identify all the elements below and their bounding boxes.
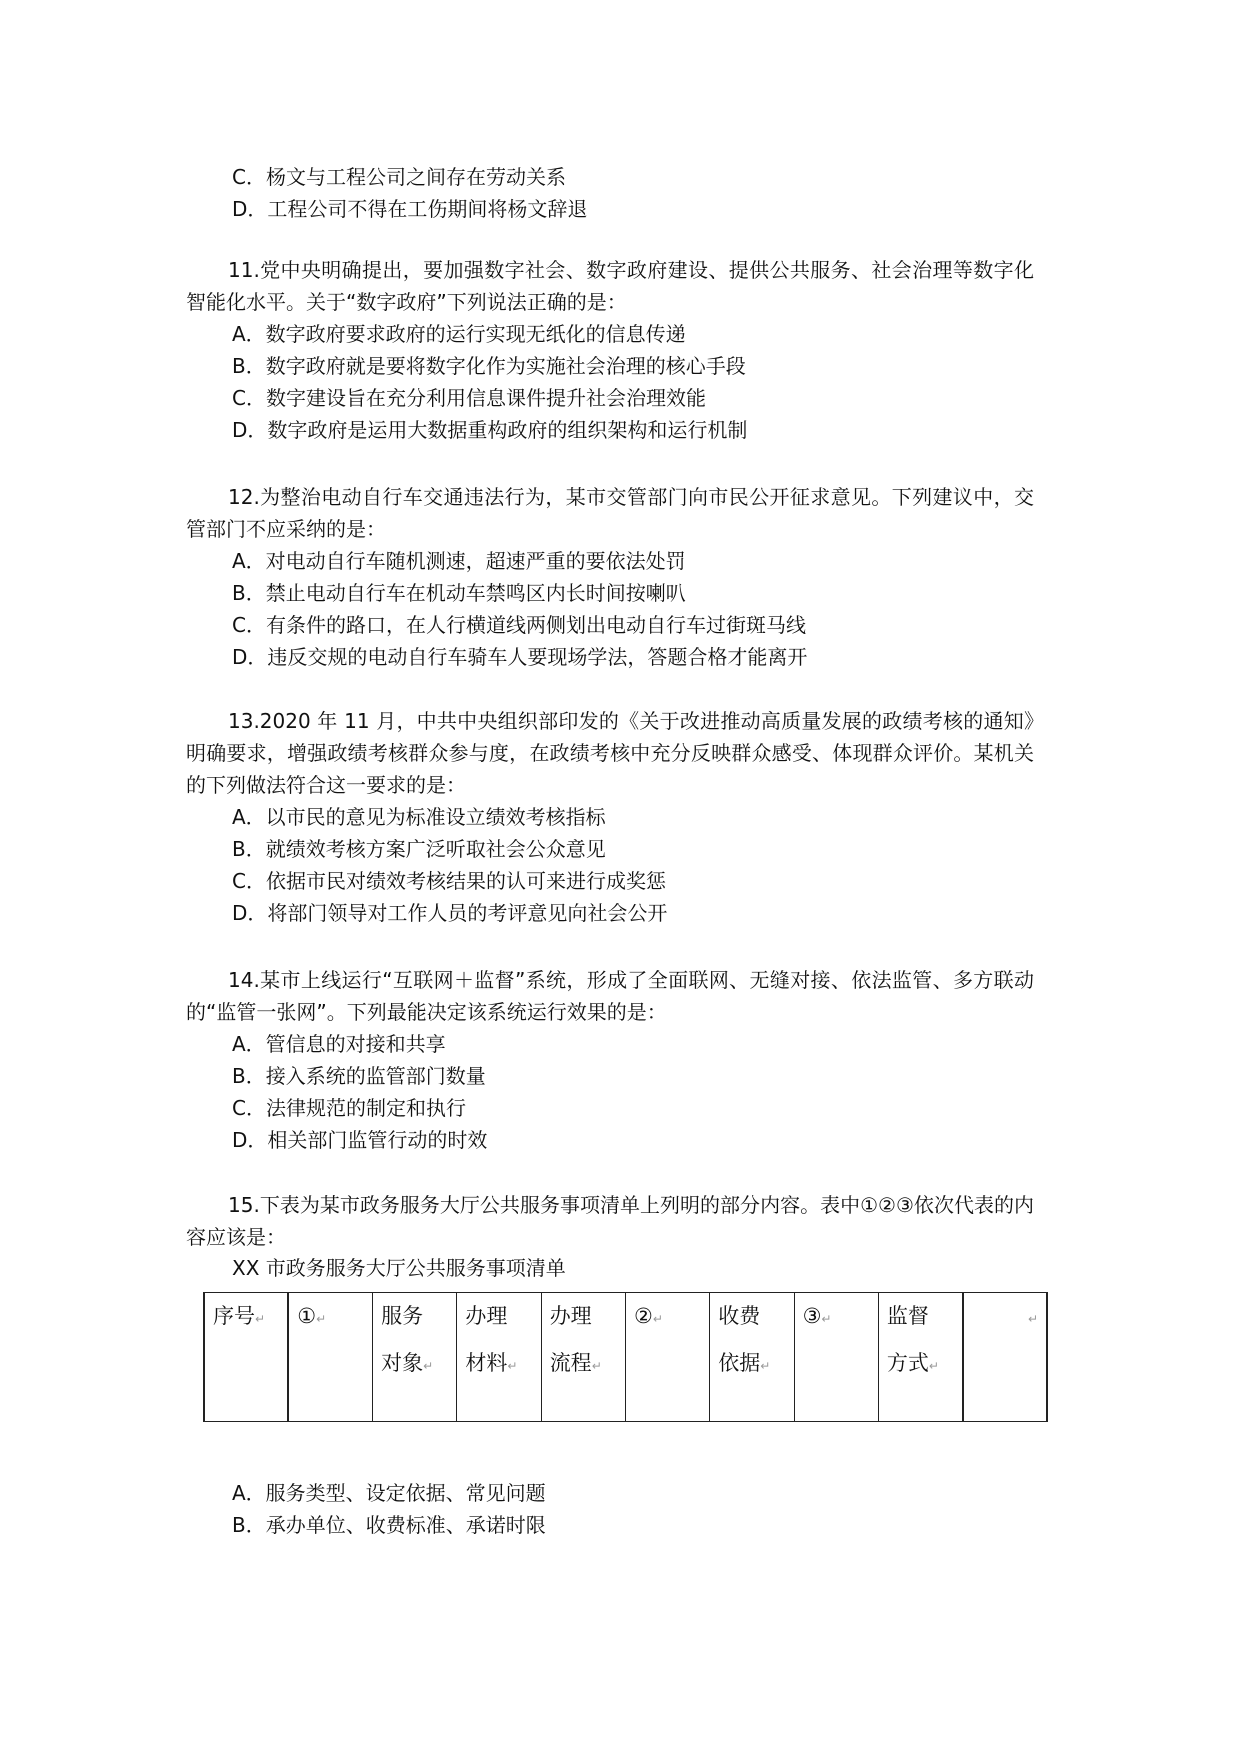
option: C．依据市民对绩效考核结果的认可来进行成奖惩 (232, 869, 666, 893)
table-cell: 服务 对象↵ (373, 1293, 457, 1422)
option: D．工程公司不得在工伤期间将杨文辞退 (232, 197, 588, 221)
table-cell: 办理 材料↵ (457, 1293, 541, 1422)
table-caption: XX 市政务服务大厅公共服务事项清单 (232, 1256, 566, 1280)
question-15-options (186, 1477, 1034, 1541)
option: B．就绩效考核方案广泛听取社会公众意见 (232, 837, 606, 861)
table-row (204, 1293, 1047, 1422)
option: D．数字政府是运用大数据重构政府的组织架构和运行机制 (232, 418, 748, 442)
table-cell: 办理 流程↵ (541, 1293, 625, 1422)
question-stem: 13.2020 年 11 月，中共中央组织部印发的《关于改进推动高质量发展的政绩考核的通知》明确要求，增强政绩考核群众参与度，在政绩考核中充分反映群众感受、体现群众评价。某机关的下列做法符合这一要求的是： (186, 709, 1034, 797)
question-14 (186, 964, 1034, 1156)
question-stem: 11.党中央明确提出，要加强数字社会、数字政府建设、提供公共服务、社会治理等数字化智能化水平。关于“数字政府”下列说法正确的是： (186, 258, 1034, 314)
question-stem: 15.下表为某市政务服务大厅公共服务事项清单上列明的部分内容。表中①②③依次代表的内容应该是： (186, 1193, 1034, 1249)
table-cell: 序号↵ (204, 1293, 288, 1422)
option: A．管信息的对接和共享 (232, 1032, 446, 1056)
question-stem: 14.某市上线运行“互联网＋监督”系统，形成了全面联网、无缝对接、依法监管、多方联动的“监管一张网”。下列最能决定该系统运行效果的是： (186, 968, 1034, 1024)
service-items-table (203, 1292, 1048, 1422)
option: A．对电动自行车随机测速，超速严重的要依法处罚 (232, 549, 686, 573)
option: C．有条件的路口，在人行横道线两侧划出电动自行车过街斑马线 (232, 613, 806, 637)
option: C．杨文与工程公司之间存在劳动关系 (232, 165, 566, 189)
option: B．接入系统的监管部门数量 (232, 1064, 486, 1088)
question-15 (186, 1189, 1034, 1253)
table-cell: ②↵ (625, 1293, 709, 1422)
table-cell: ③↵ (794, 1293, 878, 1422)
question-10-tail (186, 161, 1034, 225)
table-cell: ①↵ (288, 1293, 372, 1422)
table-cell: ↵ (963, 1293, 1047, 1422)
option: B．数字政府就是要将数字化作为实施社会治理的核心手段 (232, 354, 746, 378)
table-cell: 收费 依据↵ (710, 1293, 794, 1422)
option: A．服务类型、设定依据、常见问题 (232, 1481, 546, 1505)
option: D．将部门领导对工作人员的考评意见向社会公开 (232, 901, 668, 925)
option: D．违反交规的电动自行车骑车人要现场学法，答题合格才能离开 (232, 645, 808, 669)
question-11 (186, 254, 1034, 446)
option: D．相关部门监管行动的时效 (232, 1128, 488, 1152)
option: A．以市民的意见为标准设立绩效考核指标 (232, 805, 606, 829)
question-12 (186, 481, 1034, 673)
option: C．法律规范的制定和执行 (232, 1096, 466, 1120)
question-13 (186, 705, 1034, 929)
option: B．禁止电动自行车在机动车禁鸣区内长时间按喇叭 (232, 581, 686, 605)
option: B．承办单位、收费标准、承诺时限 (232, 1513, 546, 1537)
table-cell: 监督 方式↵ (878, 1293, 962, 1422)
question-stem: 12.为整治电动自行车交通违法行为，某市交管部门向市民公开征求意见。下列建议中，交管部门不应采纳的是： (186, 485, 1034, 541)
option: C．数字建设旨在充分利用信息课件提升社会治理效能 (232, 386, 706, 410)
option: A．数字政府要求政府的运行实现无纸化的信息传递 (232, 322, 686, 346)
